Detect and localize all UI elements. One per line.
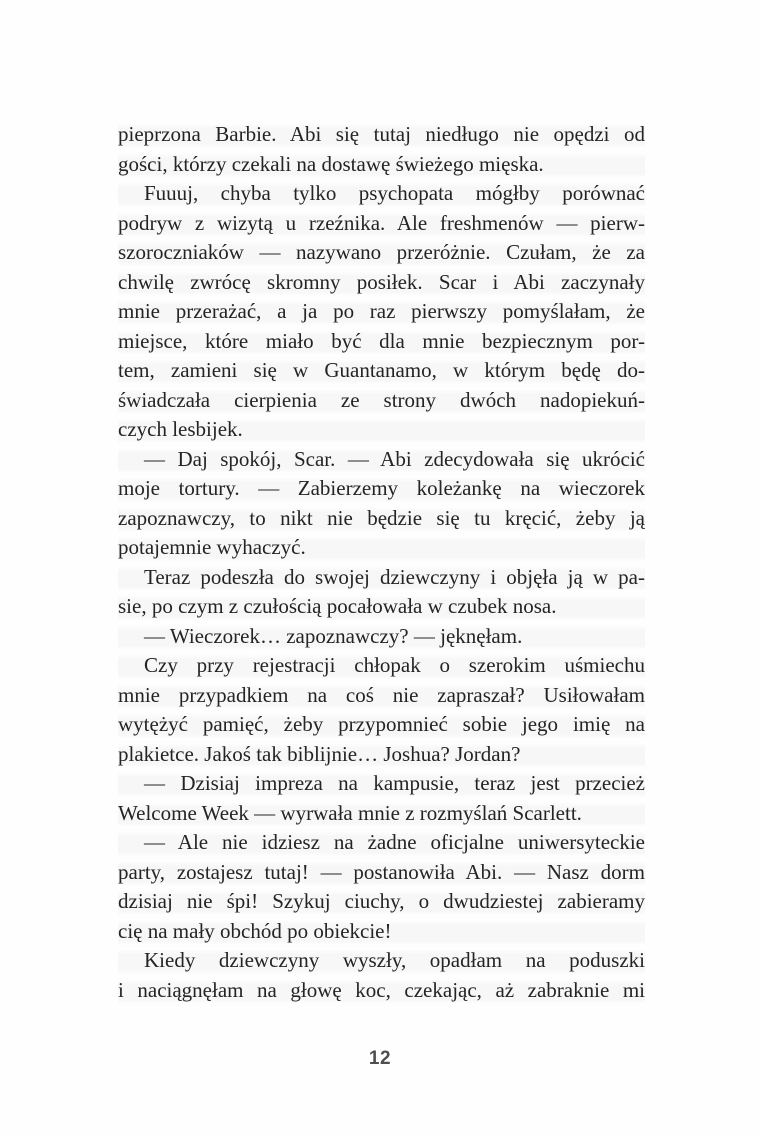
text-line: wytężyć pamięć, żeby przypomnieć sobie jego imię na xyxy=(118,710,645,740)
text-line: czych lesbijek. xyxy=(118,415,645,445)
text-line: — Dzisiaj impreza na kampusie, teraz jest przecież xyxy=(118,769,645,799)
text-line: pieprzona Barbie. Abi się tutaj niedługo nie opędzi od xyxy=(118,120,645,150)
text-line: Fuuuj, chyba tylko psychopata mógłby porównać xyxy=(118,179,645,209)
text-line: mnie przypadkiem na coś nie zapraszał? Usiłowałam xyxy=(118,681,645,711)
text-line: party, zostajesz tutaj! — postanowiła Abi. — Nasz dorm xyxy=(118,858,645,888)
text-line: tem, zamieni się w Guantanamo, w którym będę do- xyxy=(118,356,645,386)
text-line: chwilę zwrócę skromny posiłek. Scar i Abi zaczynały xyxy=(118,268,645,298)
text-line: szoroczniaków — nazywano przeróżnie. Czułam, że za xyxy=(118,238,645,268)
text-line: — Ale nie idziesz na żadne oficjalne uniwersyteckie xyxy=(118,828,645,858)
text-line: potajemnie wyhaczyć. xyxy=(118,533,645,563)
text-line: Kiedy dziewczyny wyszły, opadłam na poduszki xyxy=(118,946,645,976)
text-line: — Wieczorek… zapoznawczy? — jęknęłam. xyxy=(118,622,645,652)
text-line: zapoznawczy, to nikt nie będzie się tu kręcić, żeby ją xyxy=(118,504,645,534)
text-line: plakietce. Jakoś tak biblijnie… Joshua? Jordan? xyxy=(118,740,645,770)
text-line: moje tortury. — Zabierzemy koleżankę na wieczorek xyxy=(118,474,645,504)
text-line: Teraz podeszła do swojej dziewczyny i objęła ją w pa- xyxy=(118,563,645,593)
body-text xyxy=(118,120,645,1005)
text-line: Welcome Week — wyrwała mnie z rozmyślań Scarlett. xyxy=(118,799,645,829)
text-line: gości, którzy czekali na dostawę świeżego mięska. xyxy=(118,150,645,180)
text-line: podryw z wizytą u rzeźnika. Ale freshmenów — pierw- xyxy=(118,209,645,239)
text-line: cię na mały obchód po obiekcie! xyxy=(118,917,645,947)
text-line: sie, po czym z czułością pocałowała w czubek nosa. xyxy=(118,592,645,622)
text-line: i naciągnęłam na głowę koc, czekając, aż zabraknie mi xyxy=(118,976,645,1006)
text-line: miejsce, które miało być dla mnie bezpiecznym por- xyxy=(118,327,645,357)
text-line: — Daj spokój, Scar. — Abi zdecydowała się ukrócić xyxy=(118,445,645,475)
text-line: dzisiaj nie śpi! Szykuj ciuchy, o dwudziestej zabieramy xyxy=(118,887,645,917)
text-line: Czy przy rejestracji chłopak o szerokim uśmiechu xyxy=(118,651,645,681)
text-line: mnie przerażać, a ja po raz pierwszy pomyślałam, że xyxy=(118,297,645,327)
page-number: 12 xyxy=(368,1048,392,1069)
text-line: świadczała cierpienia ze strony dwóch nadopiekuń- xyxy=(118,386,645,416)
